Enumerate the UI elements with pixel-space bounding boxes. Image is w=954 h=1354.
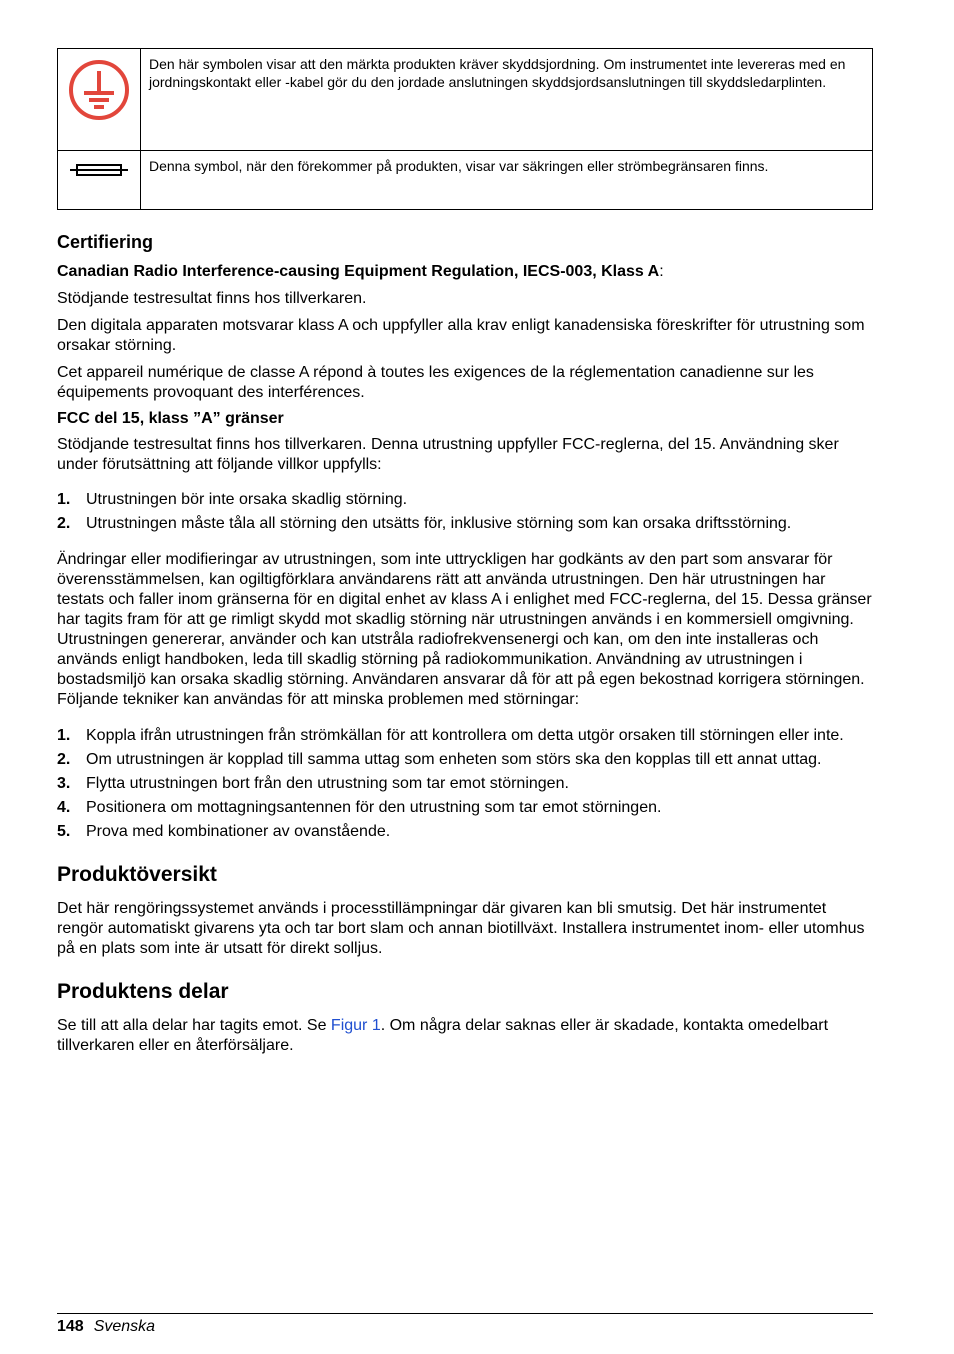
- canada-paragraph-3: Cet appareil numérique de classe A répond à toutes les exigences de la réglementation canadienne sur les équipements provoquant des interférences.: [57, 364, 814, 401]
- list-number: 4.: [57, 799, 71, 816]
- symbol-row: [58, 49, 873, 151]
- fuse-icon: [68, 161, 130, 179]
- list-text: Utrustningen måste tåla all störning den utsätts för, inklusive störning som kan orsaka driftsstörning.: [86, 515, 792, 532]
- list-number: 5.: [57, 823, 71, 840]
- canada-paragraph-1: Stödjande testresultat finns hos tillverkaren.: [57, 290, 367, 307]
- list-item: [57, 822, 873, 842]
- symbol-cell: [58, 49, 141, 151]
- list-item: [57, 798, 873, 818]
- symbol-row: [58, 151, 873, 210]
- interference-techniques-list: [57, 726, 873, 842]
- figure-link[interactable]: Figur 1: [330, 1017, 381, 1034]
- list-number: 1.: [57, 727, 71, 744]
- list-text: Flytta utrustningen bort från den utrustning som tar emot störningen.: [86, 775, 569, 792]
- list-text: Positionera om mottagningsantennen för den utrustning som tar emot störningen.: [86, 799, 662, 816]
- canada-regulation-heading: Canadian Radio Interference-causing Equipment Regulation, IECS-003, Klass A: [57, 263, 660, 280]
- list-number: 1.: [57, 491, 71, 508]
- list-text: Koppla ifrån utrustningen från strömkällan för att kontrollera om detta utgör orsaken till störningen eller inte.: [86, 727, 844, 744]
- footer-language: Svenska: [93, 1318, 156, 1335]
- parts-text-after: . Om några delar saknas eller är skadade, kontakta omedelbart tillverkaren eller en återförsäljare.: [57, 1017, 829, 1054]
- list-item: [57, 726, 873, 746]
- fcc-conditions-list: [57, 490, 873, 534]
- page-number: 148: [57, 1318, 84, 1335]
- list-item: [57, 774, 873, 794]
- parts-text: [57, 1016, 873, 1056]
- protective-earth-icon: [68, 59, 130, 121]
- list-number: 3.: [57, 775, 71, 792]
- list-item: [57, 490, 873, 510]
- parts-text-before: Se till att alla delar har tagits emot. Se: [57, 1017, 331, 1034]
- symbol-description: Den här symbolen visar att den märkta produkten kräver skyddsjordning. Om instrumentet inte levereras med en jordningskontakt eller -kabel gör du den jordade anslutningen skyddsjordsanslutningen till skyddsledarplinten.: [141, 49, 873, 151]
- page-content: [57, 48, 873, 1056]
- list-item: [57, 750, 873, 770]
- overview-text: Det här rengöringssystemet används i processtillämpningar där givaren kan bli smutsig. Det här instrumentet rengör automatiskt givarens yta och tar bort slam och annan biotillväxt. Installera instrumentet inom- eller utomhus på en plats som inte är utsatt för direkt solljus.: [57, 900, 865, 957]
- overview-heading: Produktöversikt: [57, 863, 217, 886]
- list-number: 2.: [57, 515, 71, 532]
- canada-colon: :: [659, 263, 664, 280]
- page-footer: [57, 1313, 873, 1336]
- certification-heading: Certifiering: [57, 232, 154, 252]
- list-text: Prova med kombinationer av ovanstående.: [86, 823, 391, 840]
- parts-heading: Produktens delar: [57, 980, 229, 1003]
- list-item: [57, 514, 873, 534]
- fcc-heading: FCC del 15, klass ”A” gränser: [57, 410, 284, 427]
- symbol-cell: [58, 151, 141, 210]
- list-text: Om utrustningen är kopplad till samma uttag som enheten som störs ska den kopplas till ett annat uttag.: [86, 751, 822, 768]
- fcc-paragraph-2: Ändringar eller modifieringar av utrustningen, som inte uttryckligen har godkänts av den part som ansvarar för överensstämmelsen, kan ogiltigförklara användarens rätt att använda utrustningen. Den här utrustningen har testats och faller inom gränserna för en digital enhet av klass A i enlighet med FCC-reglerna, del 15. Dessa gränser har tagits fram för att ge rimligt skydd mot skadlig störning när utrustningen används i en kommersiell omgivning. Utrustningen genererar, använder och kan utstråla radiofrekvensenergi och kan, om den inte installeras och används enligt handboken, leda till skadlig störning på radiokommunikation. Användning av utrustningen i bostadsmiljö kan orsaka skadlig störning. Användaren ansvarar då för att på egen bekostnad korrigera störningen. Följande tekniker kan användas för att minska problemen med störningar:: [57, 551, 872, 708]
- canada-paragraph-2: Den digitala apparaten motsvarar klass A och uppfyller alla krav enligt kanadensiska föreskrifter för utrustning som orsakar störning.: [57, 317, 865, 354]
- list-text: Utrustningen bör inte orsaka skadlig störning.: [86, 491, 408, 508]
- fcc-paragraph-1: Stödjande testresultat finns hos tillverkaren. Denna utrustning uppfyller FCC-reglerna, del 15. Användning sker under förutsättning att följande villkor uppfylls:: [57, 436, 839, 473]
- list-number: 2.: [57, 751, 71, 768]
- symbol-table: [57, 48, 873, 210]
- symbol-description: Denna symbol, när den förekommer på produkten, visar var säkringen eller strömbegränsaren finns.: [141, 151, 873, 210]
- canada-regulation-title: [57, 262, 873, 282]
